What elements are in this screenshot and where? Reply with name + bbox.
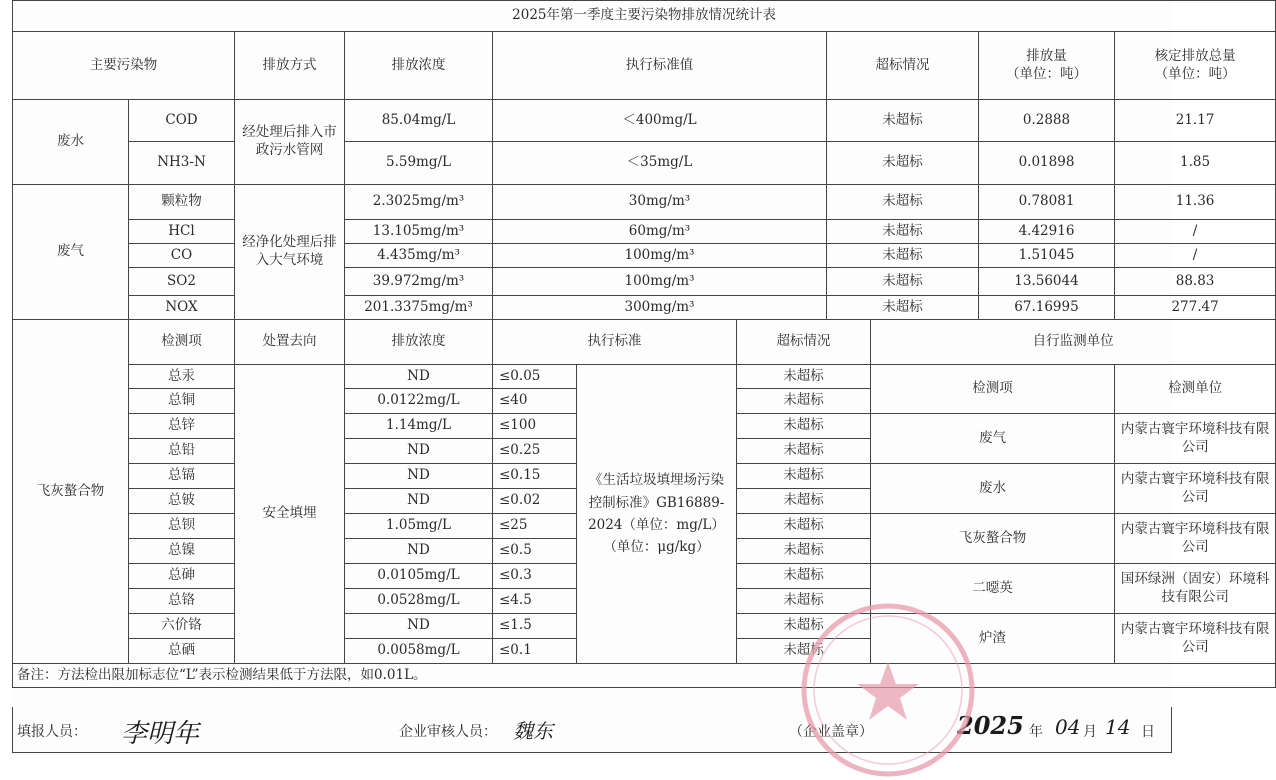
date-day-unit: 日 (1141, 724, 1155, 740)
hdr-standard: 执行标准值 (493, 32, 827, 100)
ash-conc: ND (345, 539, 493, 564)
gas-amount: 13.56044 (979, 268, 1115, 296)
ash-hdr-exceed: 超标情况 (737, 320, 871, 365)
ash-hdr-std: 执行标准 (493, 320, 737, 365)
seal-label: （企业盖章） (789, 724, 873, 740)
ash-exceed: 未超标 (737, 514, 871, 539)
ash-exceed: 未超标 (737, 614, 871, 639)
water-item: NH3-N (129, 142, 235, 185)
monitor-unit: 内蒙古寰宇环境科技有限公司 (1115, 414, 1276, 464)
gas-std: 60mg/m³ (493, 220, 827, 244)
gas-approved: / (1115, 244, 1276, 268)
ash-item: 总汞 (129, 365, 235, 389)
ash-conc: 0.0528mg/L (345, 589, 493, 614)
filler-label: 填报人员： (17, 724, 87, 740)
signature-row (12, 707, 1172, 753)
gas-conc: 39.972mg/m³ (345, 268, 493, 296)
gas-std: 100mg/m³ (493, 244, 827, 268)
ash-exceed: 未超标 (737, 439, 871, 464)
monitor-item: 飞灰螯合物 (871, 514, 1115, 564)
water-category: 废水 (13, 100, 129, 185)
ash-hdr-disposal: 处置去向 (235, 320, 345, 365)
hdr-amount-line1: 排放量 (1026, 47, 1067, 64)
water-exceed: 未超标 (827, 142, 979, 185)
ash-conc: ND (345, 439, 493, 464)
ash-item: 总铜 (129, 389, 235, 414)
hdr-amount-line2: （单位：吨） (1006, 65, 1087, 82)
table-row (13, 100, 1276, 142)
monitor-unit: 内蒙古寰宇环境科技有限公司 (1115, 464, 1276, 514)
monitor-hdr: 自行监测单位 (871, 320, 1276, 365)
table-row (13, 268, 1276, 296)
date-year-unit: 年 (1029, 724, 1043, 740)
gas-exceed: 未超标 (827, 185, 979, 220)
table-row (13, 296, 1276, 320)
hdr-pollutant: 主要污染物 (13, 32, 235, 100)
ash-hdr-conc: 排放浓度 (345, 320, 493, 365)
ash-disposal: 安全填埋 (235, 365, 345, 664)
ash-item: 总镉 (129, 464, 235, 489)
monitor-hdr-item: 检测项 (871, 365, 1115, 414)
gas-amount: 67.16995 (979, 296, 1115, 320)
water-conc: 85.04mg/L (345, 100, 493, 142)
water-std: ＜400mg/L (493, 100, 827, 142)
ash-limit: ≤0.1 (493, 639, 577, 664)
table-row (13, 142, 1276, 185)
monitor-unit: 内蒙古寰宇环境科技有限公司 (1115, 514, 1276, 564)
hdr-approved-line1: 核定排放总量 (1154, 47, 1236, 64)
gas-conc: 13.105mg/m³ (345, 220, 493, 244)
ash-exceed: 未超标 (737, 489, 871, 514)
gas-item: NOX (129, 296, 235, 320)
gas-method: 经净化处理后排入大气环境 (235, 185, 345, 320)
ash-item: 总砷 (129, 564, 235, 589)
ash-exceed: 未超标 (737, 589, 871, 614)
water-std: ＜35mg/L (493, 142, 827, 185)
ash-item: 总硒 (129, 639, 235, 664)
ash-limit: ≤40 (493, 389, 577, 414)
table-row (13, 365, 1276, 389)
reviewer-label: 企业审核人员： (399, 724, 497, 740)
ash-exceed: 未超标 (737, 564, 871, 589)
ash-hdr-item: 检测项 (129, 320, 235, 365)
gas-amount: 0.78081 (979, 185, 1115, 220)
table-row (13, 320, 1276, 365)
gas-amount: 4.42916 (979, 220, 1115, 244)
monitor-unit: 国环绿洲（固安）环境科技有限公司 (1115, 564, 1276, 614)
water-amount: 0.01898 (979, 142, 1115, 185)
gas-exceed: 未超标 (827, 220, 979, 244)
ash-limit: ≤25 (493, 514, 577, 539)
ash-category: 飞灰螯合物 (13, 320, 129, 664)
gas-exceed: 未超标 (827, 244, 979, 268)
ash-limit: ≤0.3 (493, 564, 577, 589)
ash-item: 总铍 (129, 489, 235, 514)
water-exceed: 未超标 (827, 100, 979, 142)
ash-conc: ND (345, 614, 493, 639)
ash-limit: ≤0.02 (493, 489, 577, 514)
gas-item: SO2 (129, 268, 235, 296)
ash-item: 总锌 (129, 414, 235, 439)
gas-exceed: 未超标 (827, 268, 979, 296)
ash-exceed: 未超标 (737, 365, 871, 389)
emission-table (12, 0, 1276, 688)
hdr-method: 排放方式 (235, 32, 345, 100)
monitor-item: 二噁英 (871, 564, 1115, 614)
monitor-hdr-unit: 检测单位 (1115, 365, 1276, 414)
ash-conc: 0.0122mg/L (345, 389, 493, 414)
ash-exceed: 未超标 (737, 414, 871, 439)
monitor-unit: 内蒙古寰宇环境科技有限公司 (1115, 614, 1276, 664)
ash-conc: 1.14mg/L (345, 414, 493, 439)
ash-item: 总镍 (129, 539, 235, 564)
ash-conc: 1.05mg/L (345, 514, 493, 539)
water-approved: 21.17 (1115, 100, 1276, 142)
ash-exceed: 未超标 (737, 389, 871, 414)
gas-conc: 4.435mg/m³ (345, 244, 493, 268)
monitor-item: 废气 (871, 414, 1115, 464)
ash-limit: ≤0.5 (493, 539, 577, 564)
ash-item: 总铅 (129, 439, 235, 464)
ash-item: 六价铬 (129, 614, 235, 639)
ash-limit: ≤0.15 (493, 464, 577, 489)
table-row (13, 220, 1276, 244)
ash-conc: ND (345, 365, 493, 389)
gas-category: 废气 (13, 185, 129, 320)
reviewer-signature: 魏东 (513, 719, 553, 743)
ash-conc: ND (345, 489, 493, 514)
water-amount: 0.2888 (979, 100, 1115, 142)
ash-std-note: 《生活垃圾填埋场污染控制标准》GB16889-2024（单位：mg/L）（单位：μg/kg） (577, 365, 737, 664)
ash-conc: 0.0058mg/L (345, 639, 493, 664)
table-note: 备注：方法检出限加标志位“L”表示检测结果低于方法限，如0.01L。 (13, 664, 1276, 688)
gas-approved: 88.83 (1115, 268, 1276, 296)
ash-conc: ND (345, 464, 493, 489)
table-row (13, 244, 1276, 268)
gas-exceed: 未超标 (827, 296, 979, 320)
date-year: 2025 (957, 711, 1024, 740)
gas-item: CO (129, 244, 235, 268)
monitor-item: 废水 (871, 464, 1115, 514)
gas-item: 颗粒物 (129, 185, 235, 220)
ash-limit: ≤0.05 (493, 365, 577, 389)
ash-limit: ≤4.5 (493, 589, 577, 614)
gas-approved: / (1115, 220, 1276, 244)
water-approved: 1.85 (1115, 142, 1276, 185)
table-row (13, 185, 1276, 220)
hdr-exceed: 超标情况 (827, 32, 979, 100)
table-title: 2025年第一季度主要污染物排放情况统计表 (13, 1, 1276, 32)
gas-std: 30mg/m³ (493, 185, 827, 220)
hdr-amount (979, 32, 1115, 100)
hdr-concentration: 排放浓度 (345, 32, 493, 100)
gas-std: 300mg/m³ (493, 296, 827, 320)
date-month: 04 (1055, 715, 1081, 739)
gas-conc: 201.3375mg/m³ (345, 296, 493, 320)
gas-item: HCl (129, 220, 235, 244)
ash-conc: 0.0105mg/L (345, 564, 493, 589)
gas-approved: 11.36 (1115, 185, 1276, 220)
ash-limit: ≤0.25 (493, 439, 577, 464)
gas-amount: 1.51045 (979, 244, 1115, 268)
ash-exceed: 未超标 (737, 639, 871, 664)
ash-limit: ≤100 (493, 414, 577, 439)
report-sheet (12, 0, 1270, 753)
gas-approved: 277.47 (1115, 296, 1276, 320)
ash-item: 总钡 (129, 514, 235, 539)
gas-conc: 2.3025mg/m³ (345, 185, 493, 220)
ash-limit: ≤1.5 (493, 614, 577, 639)
hdr-approved-line2: （单位：吨） (1154, 65, 1236, 82)
water-method: 经处理后排入市政污水管网 (235, 100, 345, 185)
date-month-unit: 月 (1083, 724, 1097, 740)
ash-exceed: 未超标 (737, 464, 871, 489)
water-item: COD (129, 100, 235, 142)
filler-signature: 李明年 (121, 719, 200, 749)
hdr-approved (1115, 32, 1276, 100)
monitor-item: 炉渣 (871, 614, 1115, 664)
ash-item: 总铬 (129, 589, 235, 614)
water-conc: 5.59mg/L (345, 142, 493, 185)
date-day: 14 (1105, 715, 1131, 739)
gas-std: 100mg/m³ (493, 268, 827, 296)
ash-exceed: 未超标 (737, 539, 871, 564)
